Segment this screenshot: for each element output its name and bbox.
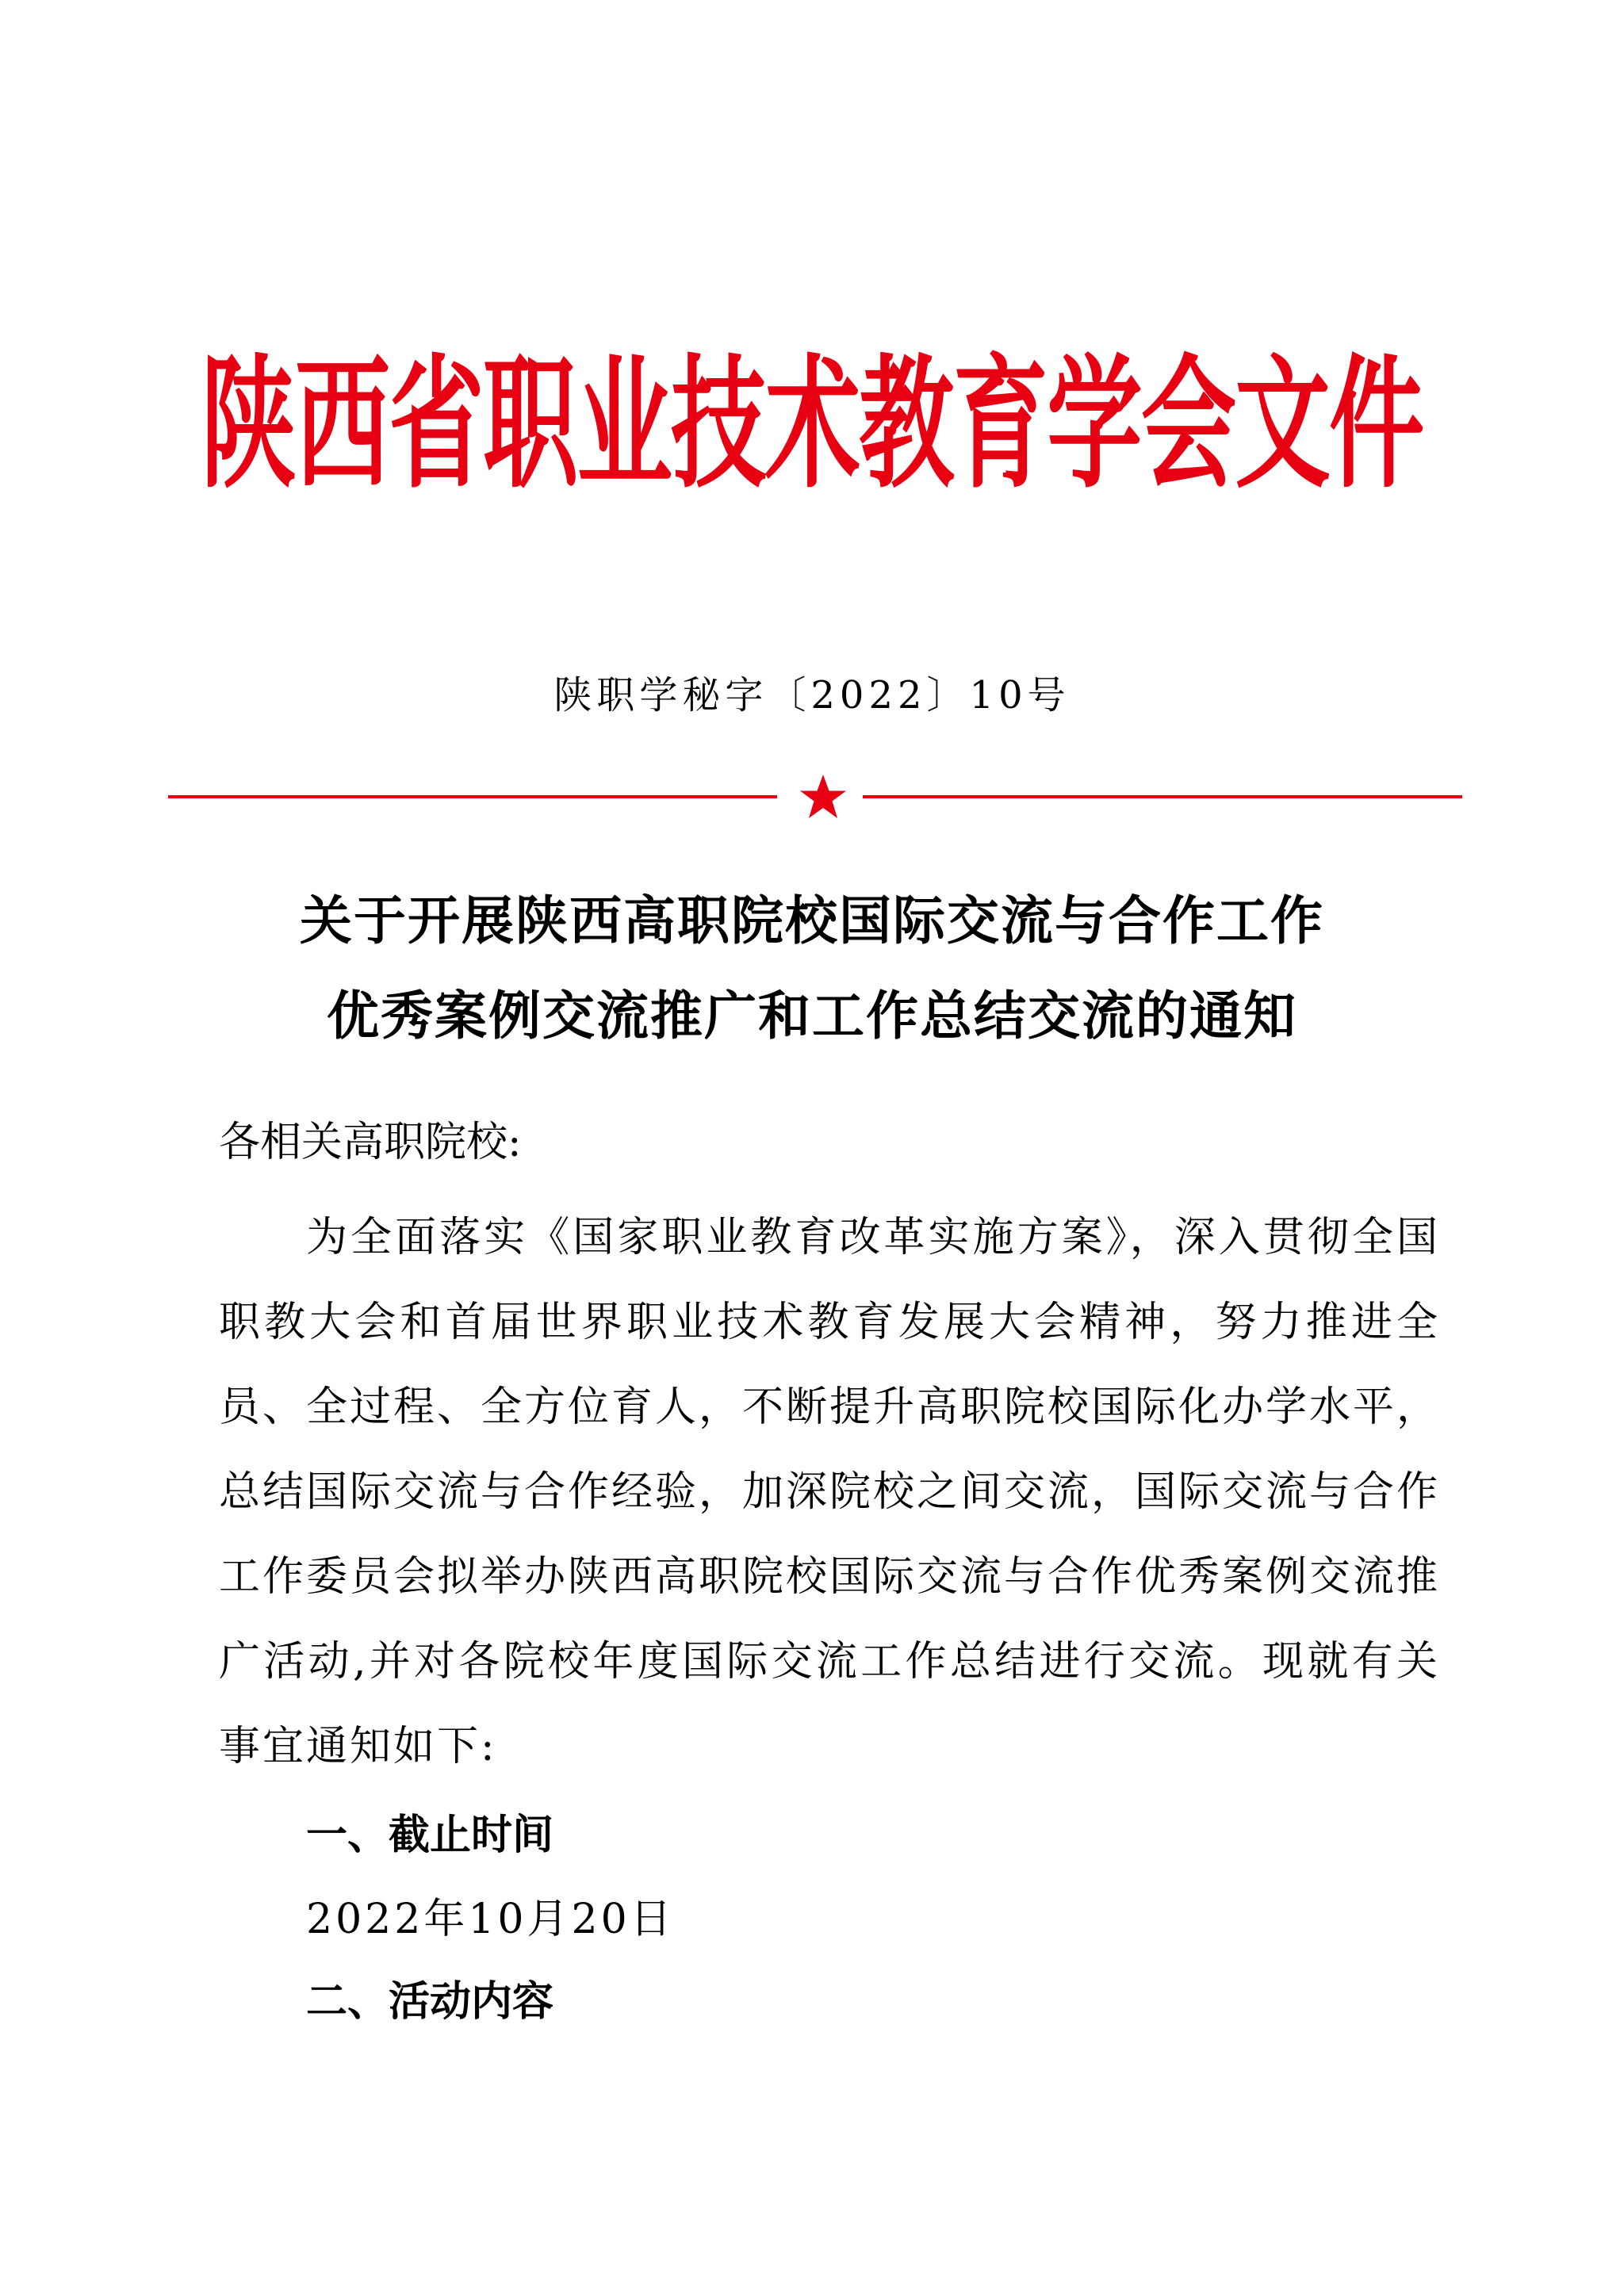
divider-rule-left xyxy=(168,795,777,798)
notice-title-line-2: 优秀案例交流推广和工作总结交流的通知 xyxy=(327,985,1297,1047)
org-masthead xyxy=(119,293,1505,531)
salutation: 各相关高职院校: xyxy=(219,1119,522,1166)
divider-rule-right xyxy=(863,795,1462,798)
body-paragraph: 为全面落实《国家职业教育改革实施方案》，深入贯彻全国职教大会和首届世界职业技术教育发展大会精神，努力推进全员、全过程、全方位育人，不断提升高职院校国际化办学水平，总结国际交流与合作经验，加深院校之间交流，国际交流与合作工作委员会拟举办陕西高职院校国际交流与合作优秀案例交流推广活动,并对各院校年度国际交流工作总结进行交流。现就有关事宜通知如下: xyxy=(219,1214,1441,1770)
document-number: 陕职学秘字〔2022〕10号 xyxy=(553,673,1071,718)
star-icon xyxy=(798,773,848,821)
deadline-date: 2022年10月20日 xyxy=(306,1896,675,1943)
section-heading-activity: 二、活动内容 xyxy=(306,1977,554,2026)
section-heading-deadline: 一、截止时间 xyxy=(306,1811,554,1859)
notice-title-line-1: 关于开展陕西高职院校国际交流与合作工作 xyxy=(300,890,1324,951)
red-divider xyxy=(168,773,1462,821)
org-title: 陕西省职业技术教育学会文件 xyxy=(201,341,1423,508)
